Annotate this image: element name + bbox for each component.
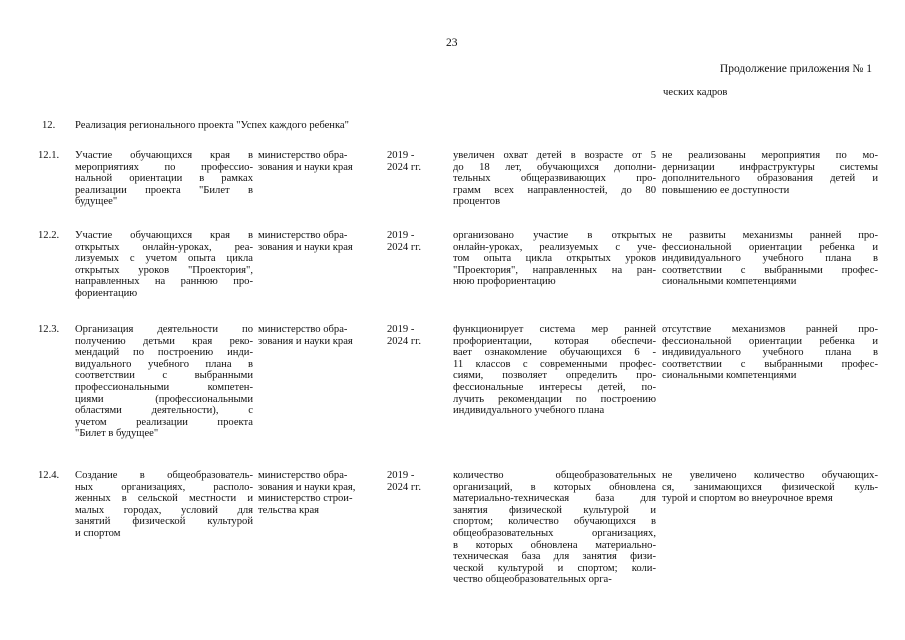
text-line: фессиональные интересы детей, по- [453,381,656,393]
text-line: ся, занимающихся физической куль- [662,481,878,493]
text-line: министерство обра- [258,230,348,241]
text-line: видуального учебного плана в [75,358,253,370]
text-line: количество общеобразовательных [453,470,656,481]
text-line: открытых уроков "Проектория", [75,264,253,276]
text-line: министерство обра- [258,150,348,161]
period-cell [387,324,437,347]
text-line: нюю профориентацию [453,276,556,288]
row-number: 12.2. [38,230,60,241]
text-line: грамм всех направленностей, до 80 [453,184,656,196]
text-line: мендаций по построению инди- [75,347,253,359]
text-line: техническая база для занятия физи- [453,551,656,563]
result-cell [453,324,656,417]
text-line: повышению ее доступности [662,184,790,196]
text-line: турой и спортом во внеурочное время [662,493,833,505]
text-line: 2024 гг. [387,161,421,173]
text-line: циями (профессиональными [75,393,253,405]
page-number: 23 [446,37,458,49]
executor-cell [258,230,384,253]
text-line: том опыта цикла открытых уроков [453,253,656,265]
text-line: до 18 лет, обучающихся дополни- [453,161,656,173]
text-line: областями деятельности), с [75,405,253,417]
text-line: лучить рекомендации по построению [453,393,656,405]
text-line: открытых онлайн-уроках, реа- [75,241,253,253]
result-cell [453,470,656,586]
text-line: организовано участие в открытых [453,230,656,241]
text-line: не развиты механизмы ранней про- [662,230,878,241]
text-line: профессиональными компетен- [75,381,253,393]
text-line: зования и науки края [258,241,353,253]
text-line: фессиональной ориентации ребенка и [662,335,878,347]
text-line: функционирует система мер ранней [453,324,656,335]
text-line: отсутствие механизмов ранней про- [662,324,878,335]
text-line: 2019 - [387,470,415,481]
text-line: 11 классов с современными профес- [453,358,656,370]
text-line: ных организациях, располо- [75,481,253,493]
text-line: 2024 гг. [387,335,421,347]
text-line: спортом; количество обучающихся в [453,516,656,528]
text-line: Участие обучающихся края в [75,230,253,241]
text-line: индивидуального учебного плана [453,405,605,417]
text-line: направленных на раннюю про- [75,276,253,288]
text-line: лизуемых с учетом опыта цикла [75,253,253,265]
appendix-continuation-note: Продолжение приложения № 1 [719,63,872,75]
text-line: учетом реализации проекта [75,416,253,428]
text-line: индивидуального учебного плана в [662,347,878,359]
text-line: 2019 - [387,324,415,335]
text-line: не увеличено количество обучающих- [662,470,878,481]
text-line: дополнительного образования детей и [662,173,878,185]
text-line: зования и науки края [258,335,353,347]
executor-cell [258,150,384,173]
text-line: фориентацию [75,287,138,299]
text-line: занятий физической культурой [75,516,253,528]
text-line: Организация деятельности по [75,324,253,335]
text-line: "Проектория", направленных на ран- [453,264,656,276]
text-line: получению детьми края реко- [75,335,253,347]
period-cell [387,150,437,173]
period-cell [387,470,437,493]
text-line: тельных общеразвивающих про- [453,173,656,185]
text-line: 2019 - [387,230,415,241]
text-line: фессиональной ориентации ребенка и [662,241,878,253]
text-line: министерство строи- [258,493,353,505]
activity-cell [75,150,253,208]
text-line: чество общеобразовательных орга- [453,574,612,586]
activity-cell [75,230,253,300]
risk-cell [662,324,878,382]
text-line: реализации проекта "Билет в [75,184,253,196]
executor-cell [258,470,384,516]
result-cell [453,150,656,208]
row-number: 12.3. [38,324,60,335]
activity-cell [75,470,253,540]
text-line: вает ознакомление обучающихся 6 - [453,347,656,359]
text-line: общеобразовательных организациях, [453,527,656,539]
text-line: зования и науки края, [258,481,356,493]
text-line: и спортом [75,527,121,539]
text-line: малых городах, условий для [75,504,253,516]
text-line: ческой культурой и спортом; коли- [453,562,656,574]
text-line: "Билет в будущее" [75,428,159,440]
text-line: дернизации инфраструктуры системы [662,161,878,173]
section-title: Реализация регионального проекта "Успех каждого ребенка" [75,120,349,131]
text-line: занятия физической культурой и [453,504,656,516]
executor-cell [258,324,384,347]
text-line: соответствии с выбранными профес- [662,264,878,276]
text-line: мероприятиях по профессио- [75,161,253,173]
text-line: организаций, в которых обновлена [453,481,656,493]
activity-cell [75,324,253,440]
text-line: индивидуального учебного плана в [662,253,878,265]
row-number: 12.4. [38,470,60,481]
text-line: не реализованы мероприятия по мо- [662,150,878,161]
text-line: сиональными компетенциями [662,276,797,288]
text-line: Участие обучающихся края в [75,150,253,161]
text-line: соответствии с выбранными профес- [662,358,878,370]
text-line: будущее" [75,196,118,208]
text-line: 2024 гг. [387,241,421,253]
text-line: материально-техническая база для [453,493,656,505]
period-cell [387,230,437,253]
text-line: 2024 гг. [387,481,421,493]
row-number: 12.1. [38,150,60,161]
carryover-text: ческих кадров [663,87,728,98]
text-line: сиональными компетенциями [662,370,797,382]
text-line: процентов [453,196,501,208]
section-number: 12. [42,120,56,131]
text-line: зования и науки края [258,161,353,173]
text-line: министерство обра- [258,470,348,481]
text-line: министерство обра- [258,324,348,335]
text-line: онлайн-уроках, реализуемых с уче- [453,241,656,253]
risk-cell [662,470,878,505]
text-line: соответствии с выбранными [75,370,253,382]
text-line: тельства края [258,504,320,516]
text-line: в которых обновлена материально- [453,539,656,551]
text-line: Создание в общеобразователь- [75,470,253,481]
text-line: нальной ориентации в рамках [75,173,253,185]
text-line: увеличен охват детей в возрасте от 5 [453,150,656,161]
risk-cell [662,230,878,288]
text-line: женных в сельской местности и [75,493,253,505]
text-line: профориентации, которая обеспечи- [453,335,656,347]
result-cell [453,230,656,288]
text-line: сиями, позволяет определить про- [453,370,656,382]
risk-cell [662,150,878,196]
text-line: 2019 - [387,150,415,161]
